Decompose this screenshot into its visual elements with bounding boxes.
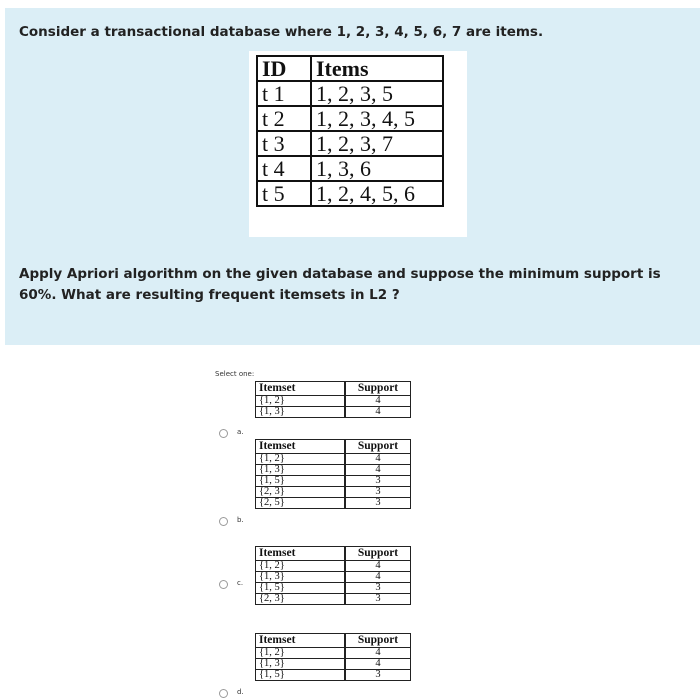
table-row [256,572,411,583]
header-itemset: Itemset [256,440,346,454]
table-row [256,659,411,670]
option-table-header [256,440,411,454]
header-itemset: Itemset [256,382,346,396]
support-cell: 4 [345,465,411,476]
support-cell: 3 [345,670,411,681]
header-support: Support [345,382,411,396]
option-table-header [256,382,411,396]
table-header-row [257,56,443,81]
row-items: 1, 3, 6 [311,156,443,181]
table-row [256,396,411,407]
header-itemset: Itemset [256,547,346,561]
table-row [256,594,411,605]
itemset-cell: {2, 5} [256,498,346,509]
apply-question-text: Apply Apriori algorithm on the given database and suppose the minimum support is 60%. What are resulting frequent itemsets in L2 ? [19,266,661,303]
support-cell: 4 [345,648,411,659]
header-support: Support [345,634,411,648]
table-row [257,156,443,181]
table-row [256,648,411,659]
itemset-cell: {1, 2} [256,454,346,465]
table-row [256,583,411,594]
header-id: ID [257,56,311,81]
itemset-cell: {1, 5} [256,476,346,487]
table-row [257,106,443,131]
support-cell: 3 [345,594,411,605]
option-d-table [255,633,411,681]
option-d-radio[interactable] [219,689,228,698]
option-b-radio[interactable] [219,517,228,526]
support-cell: 4 [345,572,411,583]
table-row [256,407,411,418]
option-table-header [256,634,411,648]
support-cell: 4 [345,561,411,572]
row-items: 1, 2, 3, 4, 5 [311,106,443,131]
itemset-cell: {1, 3} [256,465,346,476]
option-b-letter: b. [237,516,244,524]
table-row [256,476,411,487]
itemset-cell: {1, 2} [256,561,346,572]
row-id: t 5 [257,181,311,206]
question-panel [5,8,700,345]
option-a-radio[interactable] [219,429,228,438]
table-row [256,498,411,509]
support-cell: 3 [345,476,411,487]
table-row [256,454,411,465]
option-table-header [256,547,411,561]
itemset-cell: {2, 3} [256,487,346,498]
table-row [257,131,443,156]
select-one-label: Select one: [215,370,255,378]
support-cell: 4 [345,659,411,670]
row-id: t 2 [257,106,311,131]
option-a-table [255,381,411,418]
row-items: 1, 2, 3, 7 [311,131,443,156]
support-cell: 3 [345,487,411,498]
support-cell: 3 [345,498,411,509]
row-items: 1, 2, 3, 5 [311,81,443,106]
table-row [256,465,411,476]
itemset-cell: {1, 2} [256,648,346,659]
header-support: Support [345,440,411,454]
answer-panel [205,326,528,696]
table-row [257,181,443,206]
header-itemset: Itemset [256,634,346,648]
option-a-letter: a. [237,428,244,436]
itemset-cell: {1, 5} [256,583,346,594]
header-support: Support [345,547,411,561]
database-table [256,55,444,207]
row-id: t 1 [257,81,311,106]
table-row [256,670,411,681]
support-cell: 4 [345,454,411,465]
table-row [256,561,411,572]
itemset-cell: {1, 5} [256,670,346,681]
row-id: t 3 [257,131,311,156]
itemset-cell: {2, 3} [256,594,346,605]
database-table-image [249,51,467,237]
itemset-cell: {1, 3} [256,407,346,418]
option-d-letter: d. [237,688,244,696]
option-c-letter: c. [237,579,244,587]
table-row [257,81,443,106]
row-id: t 4 [257,156,311,181]
answer-options-area [205,345,528,696]
option-b-table [255,439,411,509]
itemset-cell: {1, 3} [256,659,346,670]
itemset-cell: {1, 3} [256,572,346,583]
option-c-table [255,546,411,605]
row-items: 1, 2, 4, 5, 6 [311,181,443,206]
table-row [256,487,411,498]
header-items: Items [311,56,443,81]
question-text: Consider a transactional database where 1, 2, 3, 4, 5, 6, 7 are items. [19,24,544,40]
support-cell: 4 [345,407,411,418]
support-cell: 4 [345,396,411,407]
itemset-cell: {1, 2} [256,396,346,407]
option-c-radio[interactable] [219,580,228,589]
support-cell: 3 [345,583,411,594]
